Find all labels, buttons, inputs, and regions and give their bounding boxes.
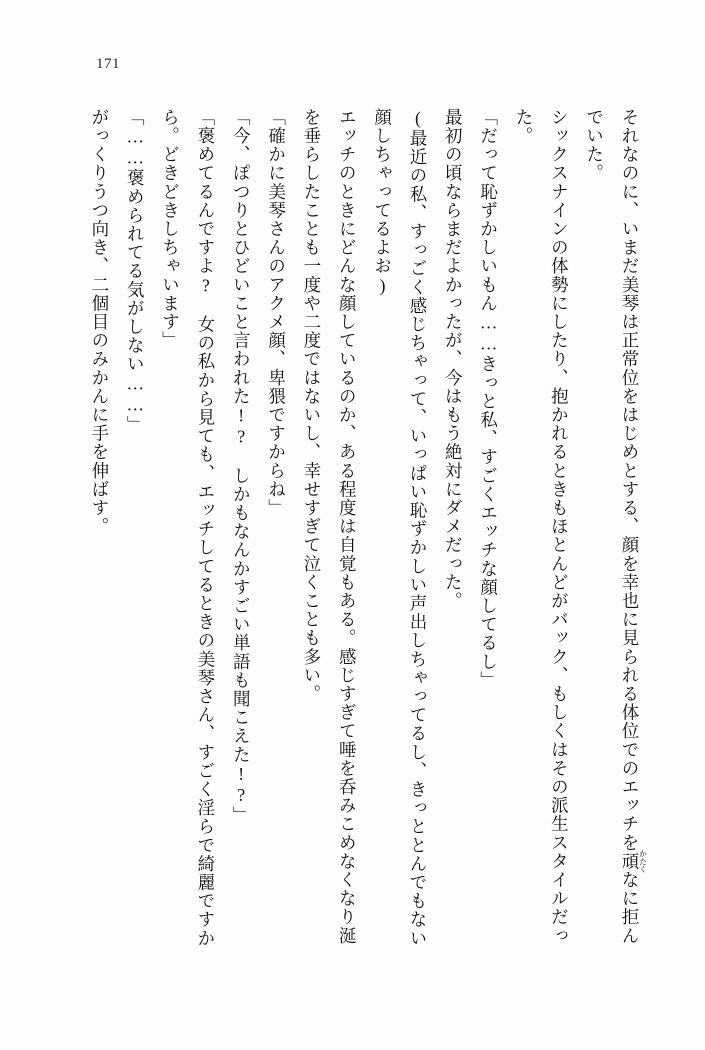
paragraph-8: 「今、ぽつりとひどいこと言われた!? しかもなんかすごい単語も聞こえた!?」 bbox=[231, 108, 252, 825]
paragraph-11: がっくりうつ向き、二個目のみかんに手を伸ばす。 bbox=[89, 108, 110, 536]
paragraph-10: 「……褒められてる気がしない……」 bbox=[125, 108, 146, 435]
paragraph-4: 最初の頃ならまだよかったが、今はもう絶対にダメだった。 bbox=[443, 108, 464, 611]
paragraph-2: シックスナインの体勢にしたり、抱かれるときもほとんどがバック、もしくはその派生スタイルだった。 bbox=[513, 108, 570, 945]
paragraph-6: エッチのときにどんな顔しているのか、ある程度は自覚もある。感じすぎて唾を呑みこめなくなり涎を垂らしたことも一度や二度ではないし、幸せすぎて泣くことも多い。 bbox=[301, 108, 358, 945]
paragraph-5: (最近の私、すっごく感じちゃって、いっぱい恥ずかしい声出しちゃってるし、きっととんでもない顔しちゃってるよお) bbox=[372, 108, 428, 948]
paragraph-7: 「確かに美琴さんのアクメ顔、卑猥ですからね」 bbox=[266, 108, 287, 518]
body-text bbox=[60, 108, 647, 948]
paragraph-3: 「だって恥ずかしいもん……きっと私、すごくエッチな顔してるし」 bbox=[478, 108, 499, 690]
page-number: 171 bbox=[96, 56, 120, 72]
paragraph-9: 「褒めてるんですよ? 女の私から見ても、エッチしてるときの美琴さん、すごく淫らで綺麗ですから。どきどきしちゃいます」 bbox=[160, 108, 216, 948]
ruby-annotation: 頑かたく bbox=[620, 849, 648, 874]
paragraph-1: それなのに、いまだ美琴は正常位をはじめとする、顔を幸也に見られる体位でのエッチを頑かたくなに拒んでいた。 bbox=[584, 108, 648, 946]
